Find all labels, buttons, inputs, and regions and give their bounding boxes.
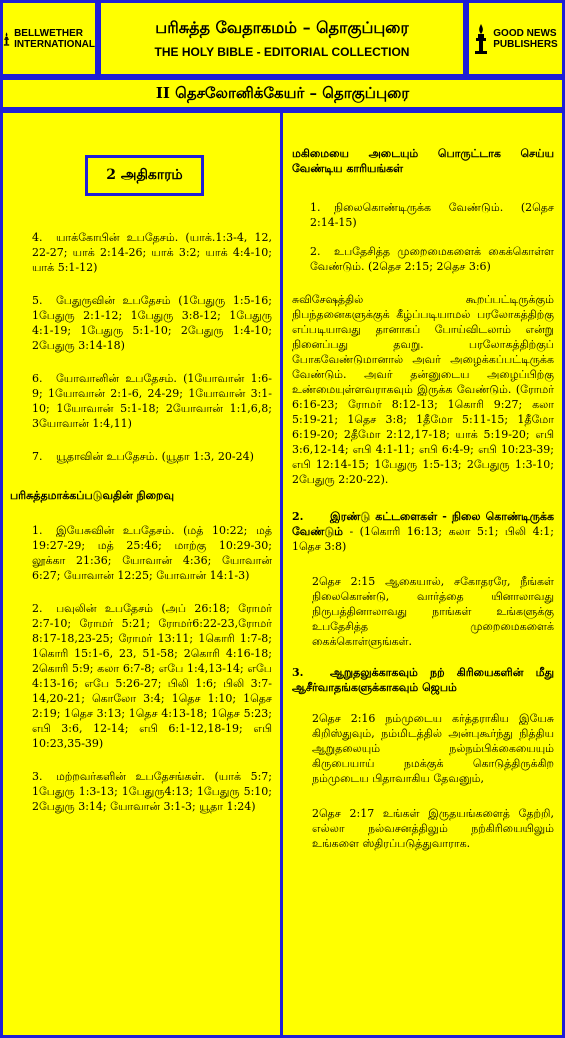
list-item	[10, 769, 272, 814]
paragraph: சுவிசேஷத்தில் கூறப்பட்டிருக்கும் நிபந்தனைகளுக்குக் கீழ்ப்படியாமல் பரலோகத்திற்கு எப்படியாவது தானாகப் போய்விடலாம் என்று நினைப்பது தவறு. பரலோகத்திற்குப் போகவேண்டுமானால் அவர் அழைக்கப்பட்டிருக்க வேண்டும். அவர் தன்னுடைய அழைப்பிற்கு உண்மையுள்ளவராகவும் இருக்க வேண்டும். (ரோமர் 6:16-23; ரோமர் 8:12-13; 1கொரி 9:27; கலா 5:19-21; 1தெச 3:8; 1தீமோ 5:11-15; 1தீமோ 6:19-20; 2தீமோ 2:12,17-18; யாக் 5:19-20; எபி 3:6,12-14; எபி 4:1-11; எபி 6:4-9; எபி 10:23-39; எபி 12:14-15; 1பேதுரு 1:5-13; 2பேதுரு 1:3-10; 2பேதுரு 2:20-22).	[292, 293, 554, 486]
item-text: மற்றவர்களின் உபதேசங்கள். (யாக் 5:7; 1பேதுரு 1:3-13; 1பேதுரு4:13; 1பேதுரு 5:10; 2பேதுரு 3:14; யோவான் 3:1-3; யூதா 1:24)	[32, 770, 272, 813]
item-text: நிலைகொண்டிருக்க வேண்டும். (2தெச 2:14-15)	[310, 201, 554, 229]
list-item	[292, 200, 554, 230]
right-column	[292, 146, 554, 851]
item-number: 5.	[32, 294, 43, 307]
chapter-label-text: 2 அதிகாரம்	[106, 166, 183, 183]
section-number: 2.	[292, 510, 304, 523]
item-number: 1.	[32, 524, 43, 537]
lamp-icon	[3, 22, 10, 56]
subtitle: II தெசலோனிக்கேயர் – தொகுப்புரை	[155, 83, 410, 102]
section-3	[292, 665, 554, 695]
header-title-box	[98, 0, 466, 77]
list-item	[292, 244, 554, 274]
section-heading: இரண்டு கட்டளைகள் - நிலை கொண்டிருக்க வேண்டும்	[292, 510, 554, 538]
right-logo-line1: GOOD NEWS	[493, 27, 557, 39]
item-number: 4.	[32, 231, 43, 244]
lamp-icon	[473, 22, 489, 56]
left-column	[10, 230, 272, 814]
good-news-logo	[466, 0, 565, 77]
list-item	[10, 449, 272, 464]
list-item	[10, 523, 272, 583]
english-title: THE HOLY BIBLE - EDITORIAL COLLECTION	[154, 45, 410, 59]
item-text: யாக்கோபின் உபதேசம். (யாக்.1:3-4, 12, 22-27; யாக் 2:14-26; யாக் 3:2; யாக் 4:4-10; யாக் 5:1-12)	[32, 231, 272, 274]
item-text: யூதாவின் உபதேசம். (யூதா 1:3, 20-24)	[56, 450, 254, 463]
item-number: 7.	[32, 450, 43, 463]
section-number: 3.	[292, 666, 304, 679]
list-item	[10, 230, 272, 275]
tamil-title: பரிசுத்த வேதாகமம் – தொகுப்புரை	[155, 18, 409, 37]
list-item	[10, 371, 272, 431]
paragraph: 2தெச 2:17 உங்கள் இருதயங்களைத் தேற்றி, எல்லா நல்வசனத்திலும் நற்கிரியையிலும் உங்களை ஸ்திரப்படுத்துவாராக.	[312, 807, 554, 850]
bellwether-logo	[0, 0, 98, 77]
list-item	[10, 601, 272, 751]
item-text: உபதேசித்த முறைமைகளைக் கைக்கொள்ள வேண்டும். (2தெச 2:15; 2தெச 3:6)	[310, 245, 554, 273]
section-heading: ஆறுதலுக்காகவும் நற் கிரியைகளின் மீது ஆசீர்வாதங்களுக்காகவும் ஜெபம்	[292, 666, 554, 694]
chapter-label	[85, 155, 204, 196]
section-2	[292, 509, 554, 554]
item-number: 2.	[310, 245, 321, 258]
section-heading: பரிசுத்தமாக்கப்படுவதின் நிறைவு	[10, 489, 175, 502]
left-logo-line1: BELLWETHER	[14, 27, 83, 39]
item-number: 2.	[32, 602, 43, 615]
item-text: பேதுருவின் உபதேசம் (1பேதுரு 1:5-16; 1பேதுரு 2:1-12; 1பேதுரு 3:8-12; 1பேதுரு 4:1-19; 1பேதுரு 5:1-10; 2பேதுரு 1:4-10; 2பேதுரு 3:14-18)	[32, 294, 272, 352]
item-number: 1.	[310, 201, 321, 214]
section-refs: - (1கொரி 16:13; கலா 5:1; பிலி 4:1; 1தெச 3:8)	[292, 525, 554, 553]
right-logo-line2: PUBLISHERS	[493, 38, 558, 50]
item-text: யோவானின் உபதேசம். (1யோவான் 1:6-9; 1யோவான் 2:1-6, 24-29; 1யோவான் 3:1-10; 1யோவான் 5:1-18; 2யோவான் 1:1,6,8; 3யோவான் 1:4,11)	[32, 372, 272, 430]
item-text: இயேசுவின் உபதேசம். (மத் 10:22; மத் 19:27-29; மத் 25:46; மாற்கு 10:29-30; லூக்கா 21:36; யோவான் 4:36; யோவான் 6:27; யோவான் 12:25; யோவான் 14:1-3)	[32, 524, 272, 582]
list-item	[10, 293, 272, 353]
item-number: 6.	[32, 372, 43, 385]
left-logo-line2: INTERNATIONAL	[14, 38, 95, 50]
right-heading: மகிமையை அடையும் பொருட்டாக செய்ய வேண்டிய காரியங்கள்	[292, 147, 554, 175]
paragraph: 2தெச 2:15 ஆகையால், சகோதரரே, நீங்கள் நிலைகொண்டு, வார்த்தை யினாலாவது நிருபத்தினாலாவது நாங்கள் உங்களுக்கு உபதேசித்த முறைமைகளைக் கைக்கொள்ளுங்கள்.	[312, 575, 554, 648]
item-number: 3.	[32, 770, 43, 783]
subtitle-bar	[0, 77, 565, 110]
paragraph: 2தெச 2:16 நம்முடைய கர்த்தராகிய இயேசு கிறிஸ்துவும், நம்மிடத்தில் அன்புகூர்ந்து நித்திய ஆறுதலையும் நல்நம்பிக்கையையும் கிருபையாய் நமக்குக் கொடுத்திருக்கிற நம்முடைய பிதாவாகிய தேவனும்,	[312, 712, 554, 785]
item-text: பவுலின் உபதேசம் (அப் 26:18; ரோமர் 2:7-10; ரோமர் 5:21; ரோமர்6:22-23,ரோமர் 8:17-18,23-25; ரோமர் 13:11; 1கொரி 1:7-8; 1கொரி 15:1-6, 23, 51-58; 2கொரி 4:16-18; 2கொரி 5:9; கலா 6:7-8; எபே 1:4,13-14; எபே 4:13-16; எபே 5:26-27; பிலி 1:6; பிலி 3:7-14,20-21; கொலோ 3:4; 1தெச 1:10; 1தெச 2:19; 1தெச 3:13; 1தெச 4:13-18; 1தெச 5:23; எபி 3:6, 12-14; எபி 6:1-12,18-19; எபி 10:23,35-39)	[32, 602, 272, 750]
column-divider	[280, 112, 283, 1036]
